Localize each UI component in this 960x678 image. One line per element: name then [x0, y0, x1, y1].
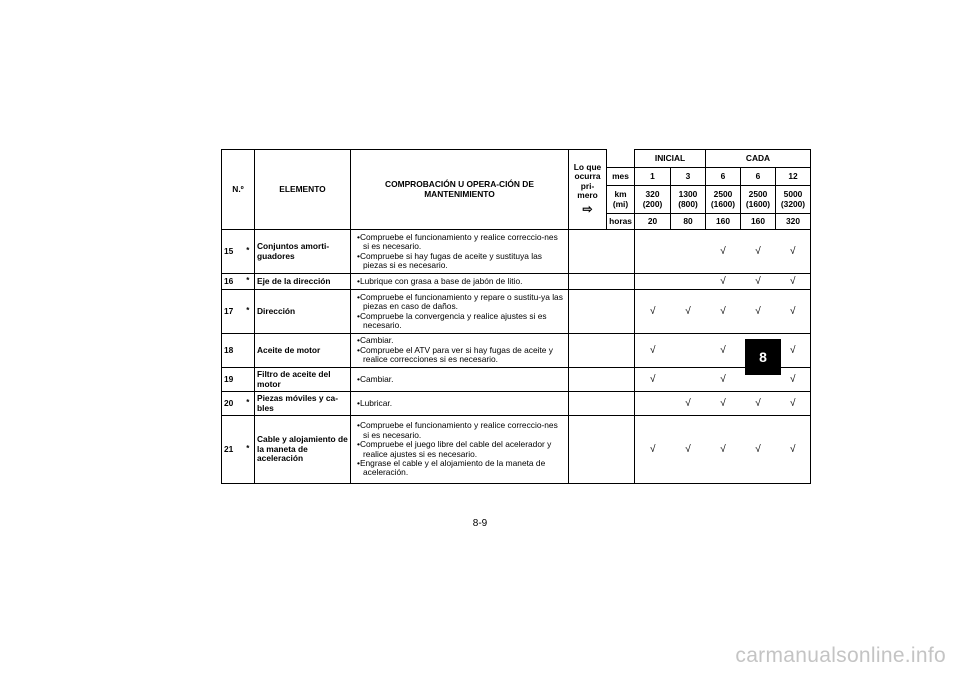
check-item: • Engrase el cable y el alojamiento de la maneta de aceleración. — [353, 459, 566, 478]
row-number: 19 — [222, 368, 242, 392]
header-mes-value: 3 — [671, 168, 706, 186]
header-horas-value: 80 — [671, 214, 706, 230]
check-mark-icon: √ — [741, 290, 776, 334]
check-mark-icon: √ — [741, 416, 776, 484]
header-horas-label: horas — [607, 214, 635, 230]
first-occurrence-cell — [569, 392, 635, 416]
header-mes-value: 1 — [635, 168, 671, 186]
row-number: 15 — [222, 230, 242, 274]
header-mes-value: 6 — [741, 168, 776, 186]
check-item: • Compruebe el ATV para ver si hay fugas de aceite y realice correcciones si es necesario. — [353, 346, 566, 365]
row-number: 16 — [222, 274, 242, 290]
table-row — [222, 230, 811, 274]
chapter-tab: 8 — [745, 339, 781, 375]
row-element: Conjuntos amorti-guadores — [255, 230, 351, 274]
asterisk-mark — [242, 368, 255, 392]
arrow-right-icon: ⇨ — [582, 201, 593, 216]
check-mark-icon — [635, 274, 671, 290]
check-mark-icon — [671, 274, 706, 290]
header-km-value: 2500 (1600) — [741, 186, 776, 214]
page-number: 8-9 — [472, 518, 488, 529]
row-number: 17 — [222, 290, 242, 334]
first-occurrence-cell — [569, 230, 635, 274]
asterisk-mark: * — [242, 230, 255, 274]
first-occurrence-cell — [569, 274, 635, 290]
row-element: Aceite de motor — [255, 334, 351, 368]
row-element: Filtro de aceite del motor — [255, 368, 351, 392]
check-item: • Cambiar. — [353, 336, 566, 345]
row-element: Eje de la dirección — [255, 274, 351, 290]
check-list — [353, 293, 566, 331]
asterisk-mark: * — [242, 274, 255, 290]
check-item: • Compruebe el juego libre del cable del acelerador y realice ajustes si es necesario. — [353, 440, 566, 459]
check-mark-icon: √ — [776, 334, 811, 368]
check-mark-icon: √ — [671, 290, 706, 334]
check-mark-icon: √ — [741, 392, 776, 416]
check-mark-icon: √ — [671, 392, 706, 416]
asterisk-mark — [242, 334, 255, 368]
first-occurrence-cell — [569, 290, 635, 334]
table-row — [222, 368, 811, 392]
header-km-value: 2500 (1600) — [706, 186, 741, 214]
check-item: • Cambiar. — [353, 375, 566, 384]
check-mark-icon: √ — [706, 392, 741, 416]
check-item: • Compruebe el funcionamiento y realice correccio-nes si es necesario. — [353, 421, 566, 440]
check-mark-icon — [671, 368, 706, 392]
check-mark-icon: √ — [741, 230, 776, 274]
asterisk-mark: * — [242, 290, 255, 334]
row-checks — [351, 290, 569, 334]
header-km-value: 320 (200) — [635, 186, 671, 214]
header-blank — [607, 150, 635, 168]
check-list — [353, 399, 566, 408]
check-item: • Lubricar. — [353, 399, 566, 408]
check-mark-icon: √ — [671, 416, 706, 484]
check-mark-icon: √ — [706, 274, 741, 290]
header-km-label: km (mi) — [607, 186, 635, 214]
header-element: ELEMENTO — [255, 150, 351, 230]
check-mark-icon: √ — [776, 392, 811, 416]
check-mark-icon: √ — [776, 274, 811, 290]
row-checks — [351, 334, 569, 368]
check-mark-icon: √ — [706, 368, 741, 392]
check-mark-icon: √ — [776, 416, 811, 484]
header-horas-value: 320 — [776, 214, 811, 230]
check-mark-icon: √ — [706, 290, 741, 334]
row-checks — [351, 368, 569, 392]
first-occurrence-cell — [569, 416, 635, 484]
header-mes-value: 12 — [776, 168, 811, 186]
check-mark-icon — [671, 334, 706, 368]
table-row — [222, 416, 811, 484]
watermark: carmanualsonline.info — [735, 644, 946, 667]
check-list — [353, 421, 566, 477]
asterisk-mark: * — [242, 392, 255, 416]
row-element: Dirección — [255, 290, 351, 334]
check-mark-icon: √ — [776, 230, 811, 274]
check-mark-icon: √ — [635, 290, 671, 334]
check-mark-icon — [635, 392, 671, 416]
row-checks — [351, 230, 569, 274]
check-mark-icon: √ — [706, 416, 741, 484]
row-number: 21 — [222, 416, 242, 484]
check-mark-icon: √ — [635, 368, 671, 392]
header-every: CADA — [706, 150, 811, 168]
header-horas-value: 20 — [635, 214, 671, 230]
check-item: • Compruebe si hay fugas de aceite y sustituya las piezas si es necesario. — [353, 252, 566, 271]
header-first-label: Lo que ocurra pri-mero — [573, 161, 602, 201]
row-number: 20 — [222, 392, 242, 416]
header-km-value: 1300 (800) — [671, 186, 706, 214]
check-mark-icon — [635, 230, 671, 274]
check-list — [353, 233, 566, 271]
row-checks — [351, 416, 569, 484]
header-mes-value: 6 — [706, 168, 741, 186]
table-row — [222, 290, 811, 334]
header-horas-value: 160 — [706, 214, 741, 230]
header-no: N.º — [222, 150, 255, 230]
header-km-value: 5000 (3200) — [776, 186, 811, 214]
check-mark-icon: √ — [635, 416, 671, 484]
check-list — [353, 375, 566, 384]
row-element: Piezas móviles y ca-bles — [255, 392, 351, 416]
check-list — [353, 277, 566, 286]
header-horas-value: 160 — [741, 214, 776, 230]
row-checks — [351, 392, 569, 416]
check-mark-icon: √ — [635, 334, 671, 368]
check-item: • Compruebe el funcionamiento y realice correccio-nes si es necesario. — [353, 233, 566, 252]
first-occurrence-cell — [569, 368, 635, 392]
first-occurrence-cell — [569, 334, 635, 368]
row-checks — [351, 274, 569, 290]
asterisk-mark: * — [242, 416, 255, 484]
check-item: • Lubrique con grasa a base de jabón de litio. — [353, 277, 566, 286]
check-mark-icon — [671, 230, 706, 274]
check-item: • Compruebe la convergencia y realice ajustes si es necesario. — [353, 312, 566, 331]
check-mark-icon: √ — [741, 274, 776, 290]
check-mark-icon: √ — [776, 290, 811, 334]
header-mes-label: mes — [607, 168, 635, 186]
check-list — [353, 336, 566, 364]
check-mark-icon: √ — [706, 334, 741, 368]
check-item: • Compruebe el funcionamiento y repare o sustitu-ya las piezas en caso de daños. — [353, 293, 566, 312]
check-mark-icon: √ — [706, 230, 741, 274]
table-row — [222, 392, 811, 416]
check-mark-icon: √ — [776, 368, 811, 392]
table-row — [222, 334, 811, 368]
header-check: COMPROBACIÓN U OPERA-CIÓN DE MANTENIMIENTO — [351, 150, 569, 230]
maintenance-schedule-table — [221, 149, 811, 484]
row-number: 18 — [222, 334, 242, 368]
row-element: Cable y alojamiento de la maneta de aceleración — [255, 416, 351, 484]
header-first — [569, 150, 607, 230]
table-row — [222, 274, 811, 290]
header-initial: INICIAL — [635, 150, 706, 168]
